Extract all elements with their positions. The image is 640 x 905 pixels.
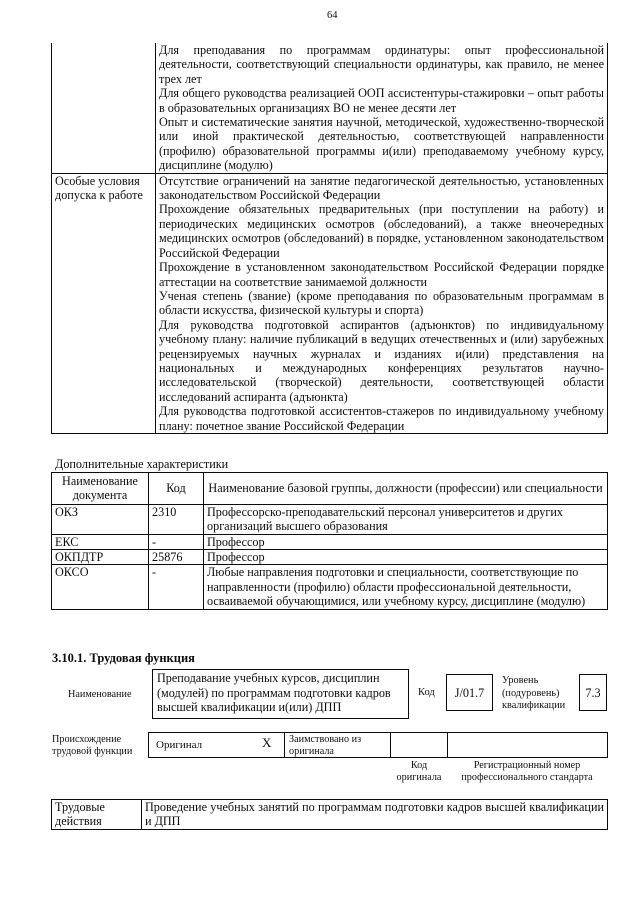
table-row: [52, 173, 608, 433]
labor-actions-table: [51, 799, 608, 830]
code-box: [446, 674, 493, 711]
code-cell: -: [149, 565, 204, 609]
row-label: [52, 43, 156, 173]
name-box: [152, 669, 409, 719]
doc-cell: ОКЗ: [52, 504, 149, 534]
origin-border-left: [148, 732, 149, 757]
original-label: Оригинал: [156, 739, 203, 751]
paragraph: Для преподавания по программам ординатуры: опыт профессиональной деятельности, соответствующий специальности ординатуры, как правило, не менее трех лет: [159, 43, 604, 86]
page-number: 64: [327, 10, 338, 21]
table-row: [52, 43, 608, 173]
origin-label: Происхождение трудовой функции: [52, 734, 133, 757]
doc-cell: ОКПДТР: [52, 550, 149, 565]
origin-top-border: [148, 732, 608, 733]
paragraph: Отсутствие ограничений на занятие педагогической деятельностью, установленных законодательством Российской Федерации: [159, 173, 604, 203]
name-cell: Любые направления подготовки и специальности, соответствующие по направленности (профилю) области профессиональной деятельности, осваиваемой обучающимися, или учебному курсу, дисциплине (модулю): [204, 565, 608, 609]
row-content: [156, 43, 608, 173]
labor-actions-label: Трудовые действия: [52, 800, 142, 830]
level-box: [579, 674, 607, 711]
column-header: Код: [149, 473, 204, 505]
name-label: Наименование: [68, 689, 132, 700]
additional-characteristics-table: [51, 472, 608, 610]
table-row: [52, 565, 608, 609]
paragraph: Для руководства подготовкой ассистентов-стажеров по индивидуальному учебному плану: почетное звание Российской Федерации: [159, 404, 604, 433]
name-cell: Профессор: [204, 550, 608, 565]
name-cell: Профессорско-преподавательский персонал университетов и других организаций высшего образования: [204, 504, 608, 534]
origin-border-mid1: [284, 732, 285, 757]
origin-code-caption: Код оригинала: [396, 760, 442, 783]
borrowed-label: Заимствовано из оригинала: [289, 734, 362, 757]
additional-characteristics-title: Дополнительные характеристики: [55, 457, 229, 471]
code-label: Код: [418, 687, 435, 698]
column-header: Наименование базовой группы, должности (профессии) или специальности: [204, 473, 608, 505]
table-row: [52, 504, 608, 534]
level-label: Уровень (подуровень) квалификации: [502, 675, 566, 711]
original-mark: X: [262, 735, 272, 750]
code-cell: 2310: [149, 504, 204, 534]
origin-border-right: [607, 732, 608, 757]
level-value: 7.3: [585, 686, 601, 700]
row-content: [156, 173, 608, 433]
function-name: Преподавание учебных курсов, дисциплин (модулей) по программам подготовки кадров высшей квалификации и(или) ДПП: [157, 671, 391, 715]
code-cell: -: [149, 534, 204, 549]
table-header-row: [52, 473, 608, 505]
labor-actions-text: Проведение учебных занятий по программам подготовки кадров высшей квалификации и ДПП: [142, 800, 608, 830]
paragraph: Для общего руководства реализацией ООП ассистентуры-стажировки – опыт работы в образовательных организациях ВО не менее десяти лет: [159, 86, 604, 115]
paragraph: Опыт и систематические занятия научной, методической, художественно-творческой или иной практической деятельностью, соответствующей направленности (профилю) образовательной программы и(или) преподаваемому учебному курсу, дисциплине (модулю): [159, 115, 604, 173]
table-row: [52, 800, 608, 830]
table-row: [52, 534, 608, 549]
table-row: [52, 550, 608, 565]
column-header: Наименование документа: [52, 473, 149, 505]
paragraph: Ученая степень (звание) (кроме преподавания по образовательным программам в области искусства, физической культуры и спорта): [159, 288, 604, 318]
origin-border-mid3: [447, 732, 448, 757]
doc-cell: ОКСО: [52, 565, 149, 609]
origin-border-mid2: [390, 732, 391, 757]
qualification-requirements-table: [51, 43, 608, 434]
paragraph: Прохождение обязательных предварительных (при поступлении на работу) и периодических медицинских осмотров (обследований), а также внеочередных медицинских осмотров (обследований) в порядке, установленном законодательством Российской Федерации: [159, 202, 604, 260]
code-cell: 25876: [149, 550, 204, 565]
code-value: J/01.7: [454, 686, 485, 700]
doc-cell: ЕКС: [52, 534, 149, 549]
section-title: 3.10.1. Трудовая функция: [52, 651, 195, 665]
row-label: Особые условия допуска к работе: [52, 173, 156, 433]
paragraph: Прохождение в установленном законодательством Российской Федерации порядке аттестации на соответствие занимаемой должности: [159, 260, 604, 289]
paragraph: Для руководства подготовкой аспирантов (адъюнктов) по индивидуальному учебному плану: наличие публикаций в ведущих отечественных и (или) зарубежных рецензируемых научных журналах и изданиях и(или) представления на национальных и международных конференциях результатов научно-исследовательской (творческой) деятельности, соответствующей области исследований аспиранта (адъюнкта): [159, 317, 604, 404]
reg-number-caption: Регистрационный номер профессионального стандарта: [461, 760, 593, 783]
name-cell: Профессор: [204, 534, 608, 549]
